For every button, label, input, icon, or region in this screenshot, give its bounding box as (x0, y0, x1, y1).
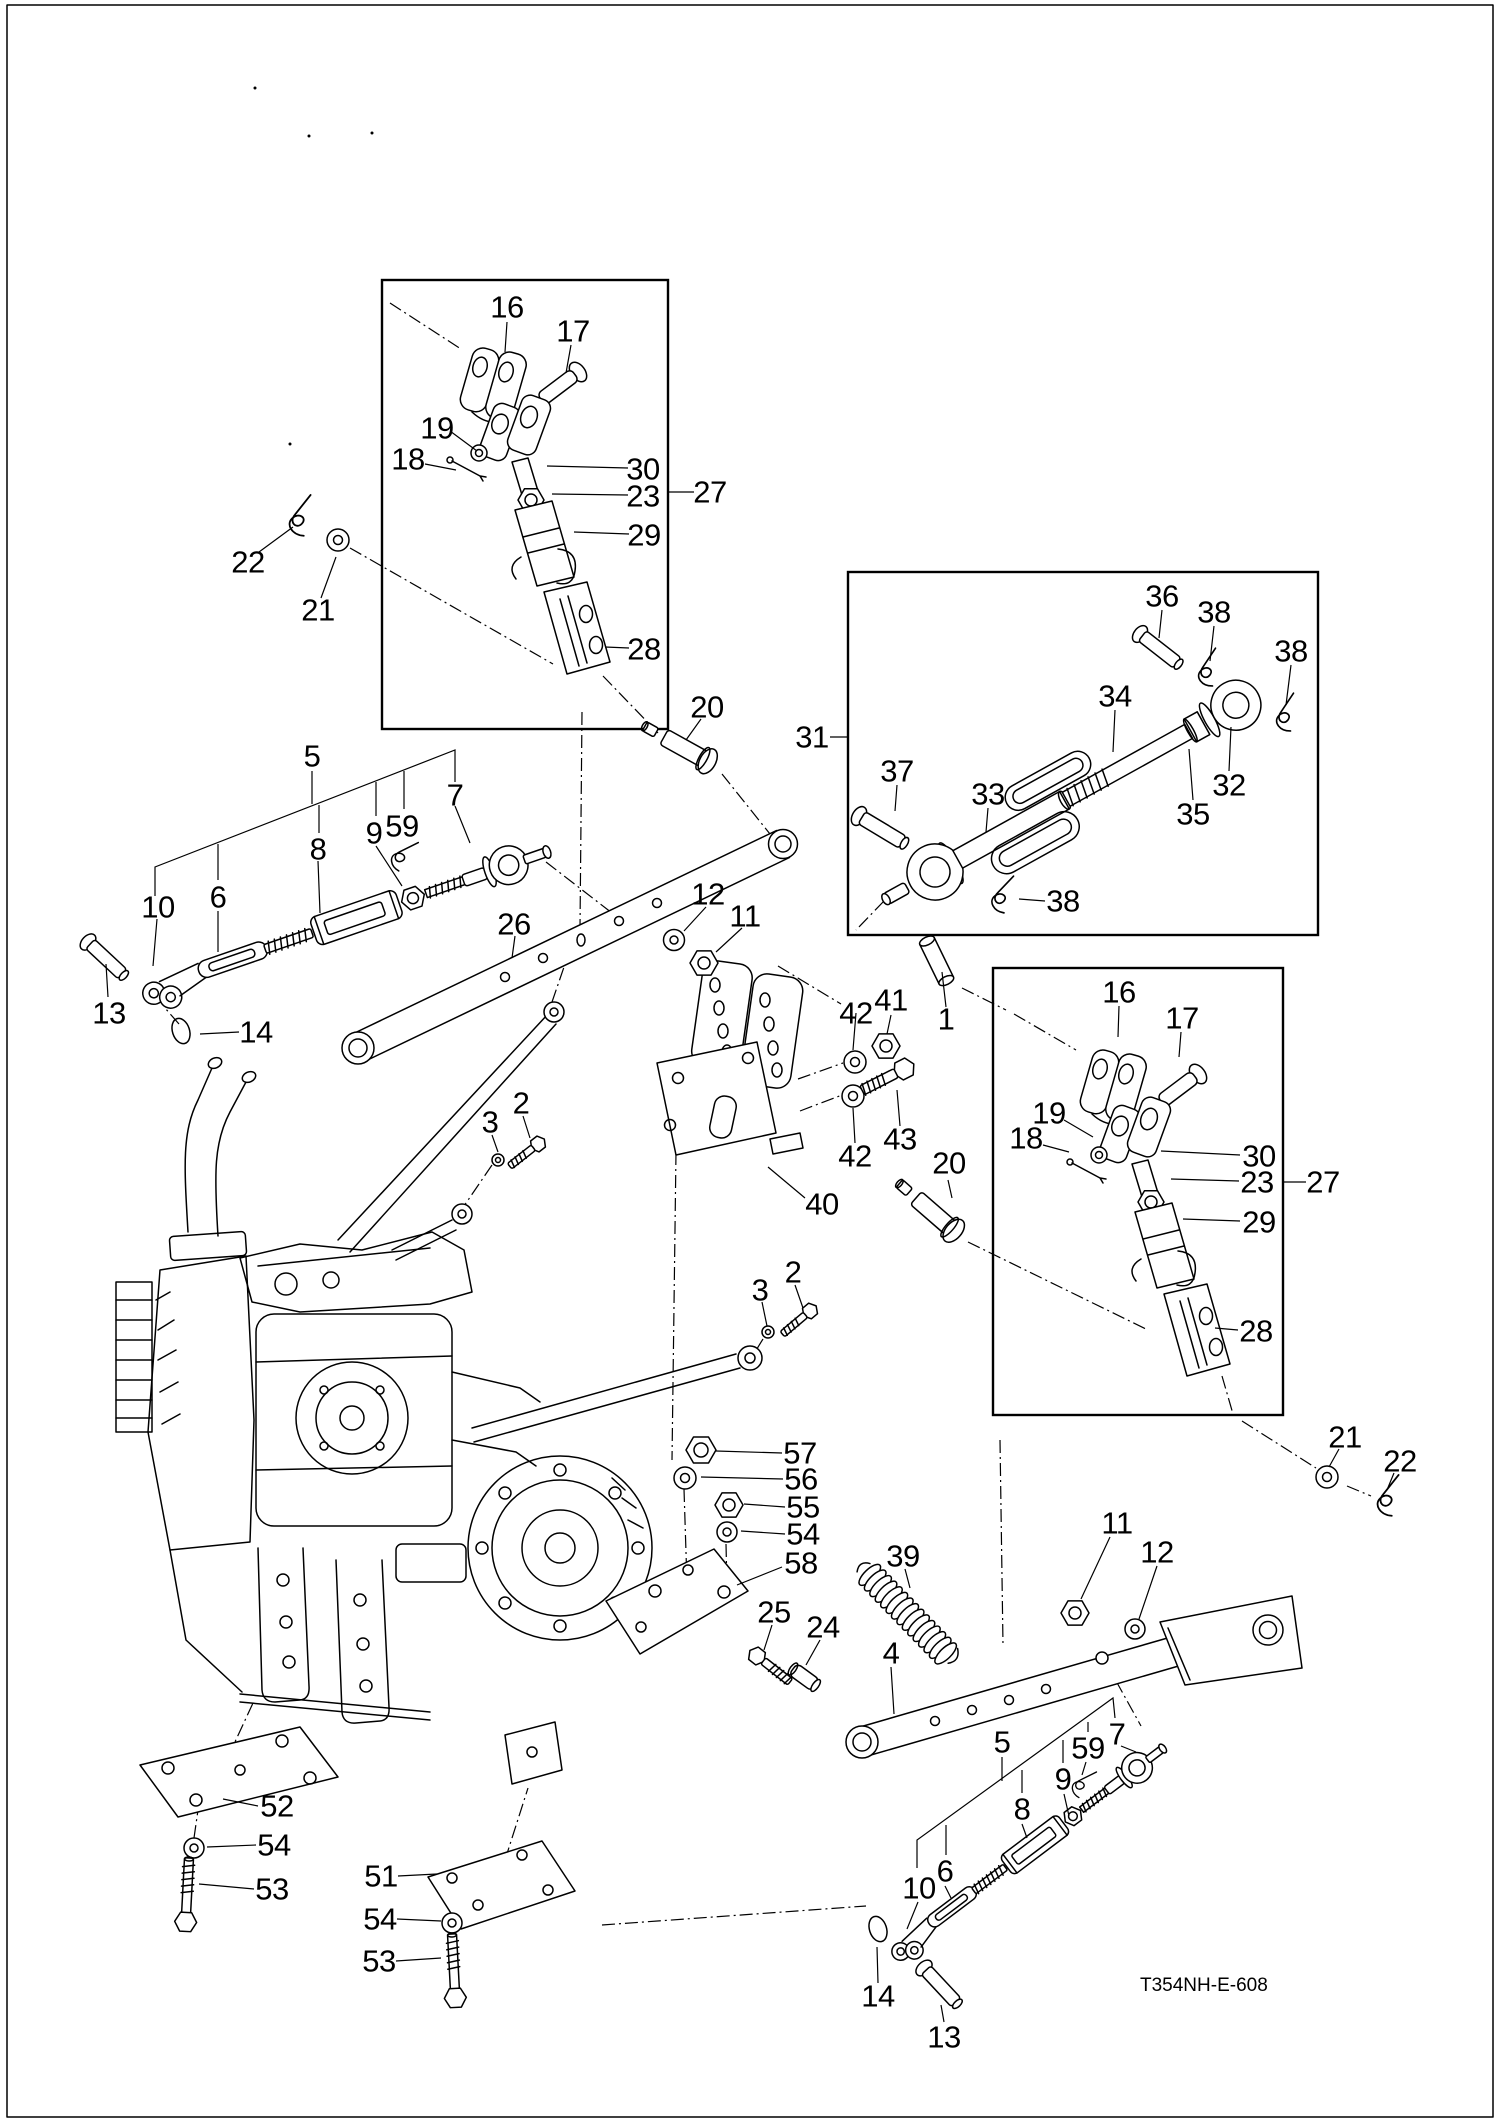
part-label-17: 17 (1165, 1000, 1199, 1036)
part-label-18: 18 (1009, 1120, 1043, 1156)
part-label-59: 59 (1071, 1730, 1105, 1766)
part-label-53: 53 (255, 1871, 289, 1907)
part-label-38: 38 (1274, 633, 1308, 669)
part-label-30: 30 (1242, 1138, 1276, 1174)
part-label-29: 29 (627, 517, 661, 553)
part-label-14: 14 (239, 1014, 273, 1050)
part-label-12: 12 (1140, 1534, 1174, 1570)
part-label-6: 6 (209, 879, 227, 915)
part-label-54: 54 (257, 1827, 291, 1863)
part-label-33: 33 (971, 776, 1005, 812)
part-label-35: 35 (1176, 796, 1210, 832)
part-label-29: 29 (1242, 1204, 1276, 1240)
part-label-23: 23 (626, 478, 660, 514)
part-label-18: 18 (391, 441, 425, 477)
part-label-39: 39 (886, 1538, 920, 1574)
part-label-28: 28 (627, 631, 661, 667)
part-label-10: 10 (141, 889, 175, 925)
part-label-13: 13 (927, 2019, 961, 2055)
part-label-55: 55 (786, 1489, 820, 1525)
part-label-28: 28 (1239, 1313, 1273, 1349)
part-label-38: 38 (1197, 594, 1231, 630)
part-label-42: 42 (838, 1138, 872, 1174)
part-label-53: 53 (362, 1943, 396, 1979)
part-label-4: 4 (882, 1635, 900, 1671)
part-label-23: 23 (1240, 1164, 1274, 1200)
part-label-26: 26 (497, 906, 531, 942)
part-label-57: 57 (783, 1435, 817, 1471)
part-label-11: 11 (1101, 1505, 1133, 1541)
part-label-8: 8 (1013, 1791, 1031, 1827)
part-label-22: 22 (231, 544, 265, 580)
part-label-16: 16 (1102, 974, 1136, 1010)
part-label-56: 56 (784, 1461, 818, 1497)
part-label-10: 10 (902, 1870, 936, 1906)
part-label-24: 24 (806, 1609, 840, 1645)
part-label-54: 54 (786, 1516, 820, 1552)
part-label-42: 42 (839, 995, 873, 1031)
part-label-54: 54 (363, 1901, 397, 1937)
part-label-22: 22 (1383, 1443, 1417, 1479)
part-label-17: 17 (556, 313, 590, 349)
part-label-43: 43 (883, 1121, 917, 1157)
part-label-11: 11 (729, 898, 761, 934)
part-label-30: 30 (626, 451, 660, 487)
part-label-6: 6 (936, 1853, 954, 1889)
part-label-25: 25 (757, 1594, 791, 1630)
part-label-13: 13 (92, 995, 126, 1031)
part-label-5: 5 (993, 1724, 1011, 1760)
part-label-41: 41 (874, 982, 908, 1018)
part-label-7: 7 (1108, 1716, 1126, 1752)
part-label-38: 38 (1046, 883, 1080, 919)
part-label-51: 51 (364, 1858, 398, 1894)
part-label-19: 19 (1032, 1095, 1066, 1131)
part-label-7: 7 (446, 777, 464, 813)
part-label-27: 27 (1306, 1164, 1340, 1200)
part-label-34: 34 (1098, 678, 1132, 714)
part-label-20: 20 (690, 689, 724, 725)
part-label-37: 37 (880, 753, 914, 789)
part-label-9: 9 (1054, 1761, 1072, 1797)
part-label-20: 20 (932, 1145, 966, 1181)
part-label-1: 1 (937, 1001, 955, 1037)
part-label-21: 21 (1328, 1419, 1362, 1455)
part-label-36: 36 (1145, 578, 1179, 614)
part-label-2: 2 (784, 1254, 802, 1290)
part-label-3: 3 (481, 1104, 499, 1140)
part-label-32: 32 (1212, 767, 1246, 803)
part-label-16: 16 (490, 289, 524, 325)
part-label-58: 58 (784, 1545, 818, 1581)
part-label-59: 59 (385, 808, 419, 844)
part-label-40: 40 (805, 1186, 839, 1222)
part-label-9: 9 (365, 815, 383, 851)
part-label-21: 21 (301, 592, 335, 628)
figure-code: T354NH-E-608 (1140, 1975, 1268, 1996)
part-label-5: 5 (303, 738, 321, 774)
part-label-8: 8 (309, 831, 327, 867)
part-label-3: 3 (751, 1272, 769, 1308)
part-label-2: 2 (512, 1085, 530, 1121)
part-label-27: 27 (693, 474, 727, 510)
part-label-31: 31 (795, 719, 829, 755)
part-label-14: 14 (861, 1978, 895, 2014)
part-label-12: 12 (691, 876, 725, 912)
part-label-19: 19 (420, 410, 454, 446)
part-label-52: 52 (260, 1788, 294, 1824)
